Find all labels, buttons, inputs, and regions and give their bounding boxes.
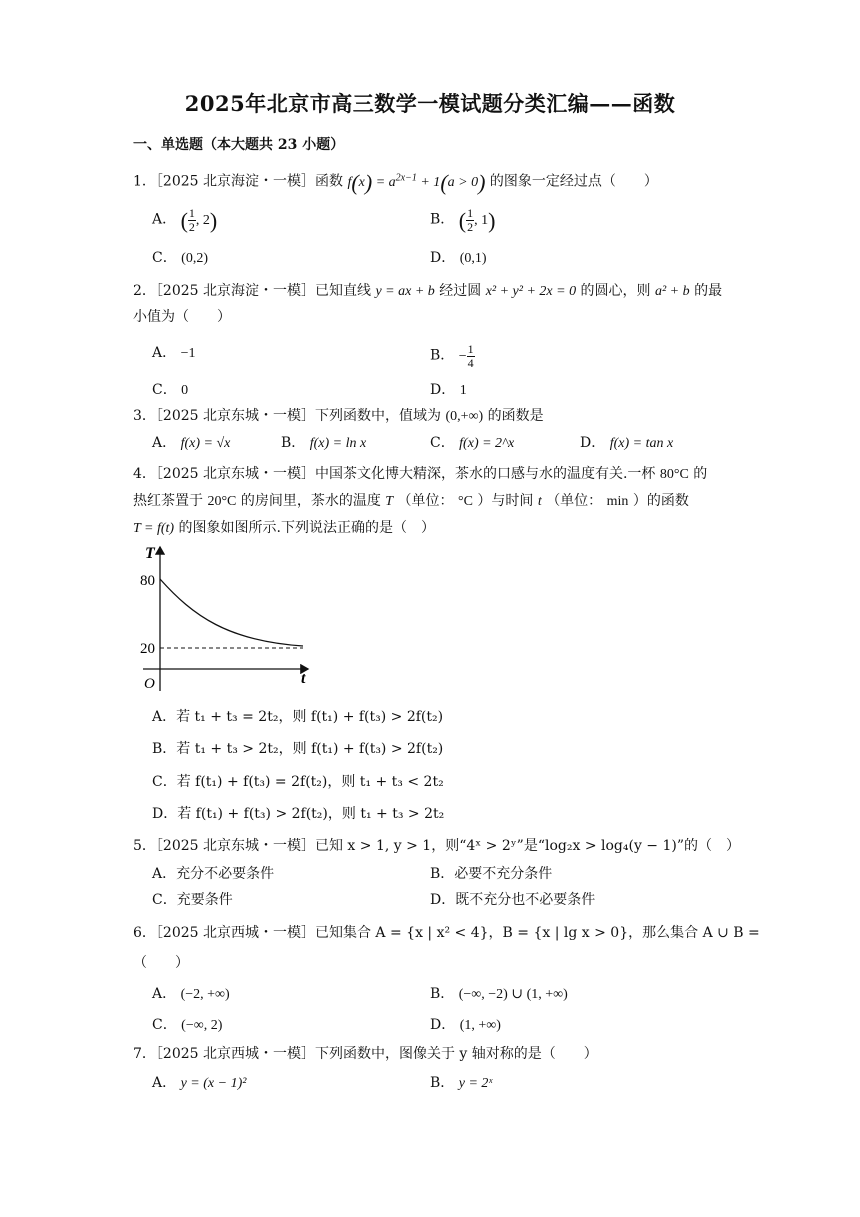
q2-option-b[interactable]: B． − $\frac{1}{4}$ bbox=[430, 342, 474, 370]
question-6-stem-line2: （ ） bbox=[133, 955, 189, 971]
q5-option-b[interactable]: B．必要不充分条件 bbox=[430, 866, 553, 882]
q2-option-c[interactable]: C． 0 bbox=[152, 382, 189, 398]
q6-option-c[interactable]: C． (−∞, 2) bbox=[152, 1017, 223, 1033]
q4-option-d[interactable]: D．若 f(t₁) + f(t₃) > 2f(t₂)，则 t₁ + t₃ > 2t₂ bbox=[152, 806, 445, 822]
question-7-stem: 7．［2025 北京西城・一模］下列函数中，图像关于 y 轴对称的是（ ） bbox=[133, 1046, 598, 1062]
question-5-stem: 5．［2025 北京东城・一模］已知 x > 1, y > 1，则“4ˣ > 2ʸ”是“log₂x > log₄(y − 1)”的（ ） bbox=[133, 838, 741, 854]
q5-option-d[interactable]: D．既不充分也不必要条件 bbox=[430, 892, 596, 908]
y-axis-label: T bbox=[145, 545, 155, 562]
q3-option-d[interactable]: D． f(x) = tan x bbox=[580, 435, 674, 451]
q4-option-b[interactable]: B．若 t₁ + t₃ > 2t₂，则 f(t₁) + f(t₃) > 2f(t₂) bbox=[152, 741, 444, 757]
q3-option-c[interactable]: C． f(x) = 2^x bbox=[430, 435, 515, 451]
q3-option-a[interactable]: A． f(x) = √x bbox=[152, 435, 231, 451]
y-tick-20: 20 bbox=[140, 641, 155, 657]
section-heading: 一、单选题（本大题共 23 小题） bbox=[133, 137, 345, 153]
q7-option-a[interactable]: A． y = (x − 1)² bbox=[152, 1075, 247, 1091]
x-axis-label: t bbox=[301, 670, 306, 687]
q5-option-a[interactable]: A．充分不必要条件 bbox=[152, 866, 275, 882]
q3-option-b[interactable]: B． f(x) = ln x bbox=[281, 435, 367, 451]
q1-option-b[interactable]: B． ( $\frac{1}{2}$ , 1) bbox=[430, 206, 496, 234]
q1-option-d[interactable]: D． (0,1) bbox=[430, 250, 487, 266]
q2-option-a[interactable]: A． −1 bbox=[152, 345, 196, 361]
q1-option-b-value: ( $\frac{1}{2}$ , 1) bbox=[458, 206, 496, 234]
origin-label: O bbox=[144, 676, 155, 692]
question-2-stem-line2: 小值为（ ） bbox=[133, 309, 231, 325]
q1-formula: $f(x) = a^{2x-1} + 1(a > 0)$ bbox=[347, 169, 486, 195]
question-4-stem-line2: 热红茶置于 20°C 的房间里，茶水的温度 T （单位： °C ）与时间 t （单位： min ）的函数 bbox=[133, 493, 689, 509]
q6-option-b[interactable]: B． (−∞, −2) ∪ (1, +∞) bbox=[430, 986, 568, 1002]
q4-temperature-graph bbox=[133, 541, 318, 696]
q1-option-a-value: ( $\frac{1}{2}$ , 2) bbox=[180, 206, 218, 234]
q1-option-a[interactable]: A． ( $\frac{1}{2}$ , 2) bbox=[152, 206, 218, 234]
q2-option-b-value: − $\frac{1}{4}$ bbox=[458, 342, 474, 370]
decay-curve bbox=[160, 579, 303, 646]
question-4-stem-line1: 4．［2025 北京东城・一模］中国茶文化博大精深，茶水的口感与水的温度有关.一杯 80°C 的 bbox=[133, 466, 708, 482]
question-3-stem: 3．［2025 北京东城・一模］下列函数中，值域为 (0,+∞) 的函数是 bbox=[133, 408, 544, 424]
q4-option-c[interactable]: C．若 f(t₁) + f(t₃) = 2f(t₂)，则 t₁ + t₃ < 2t₂ bbox=[152, 774, 444, 790]
question-4-stem-line3: T = f(t) 的图象如图所示.下列说法正确的是（ ） bbox=[133, 520, 435, 536]
q1-option-c[interactable]: C． (0,2) bbox=[152, 250, 208, 266]
question-1-stem: 1．［2025 北京海淀・一模］函数 $f(x) = a^{2x-1} + 1(a > 0)$ 的图象一定经过点（ ） bbox=[133, 169, 658, 195]
y-tick-80: 80 bbox=[140, 573, 155, 589]
q6-option-d[interactable]: D． (1, +∞) bbox=[430, 1017, 501, 1033]
q6-option-a[interactable]: A． (−2, +∞) bbox=[152, 986, 230, 1002]
q7-option-b[interactable]: B． y = 2ˣ bbox=[430, 1075, 493, 1091]
q4-option-a[interactable]: A．若 t₁ + t₃ = 2t₂，则 f(t₁) + f(t₃) > 2f(t₂) bbox=[152, 709, 444, 725]
question-6-stem-line1: 6．［2025 北京西城・一模］已知集合 A = {x | x² < 4}，B = {x | lg x > 0}，那么集合 A ∪ B = bbox=[133, 925, 760, 941]
page-title: 2025年北京市高三数学一模试题分类汇编——函数 bbox=[184, 91, 676, 116]
q5-option-c[interactable]: C．充要条件 bbox=[152, 892, 233, 908]
question-2-stem-line1: 2．［2025 北京海淀・一模］已知直线 y = ax + b 经过圆 x² + y² + 2x = 0 的圆心，则 a² + b 的最 bbox=[133, 283, 723, 299]
q2-option-d[interactable]: D． 1 bbox=[430, 382, 467, 398]
